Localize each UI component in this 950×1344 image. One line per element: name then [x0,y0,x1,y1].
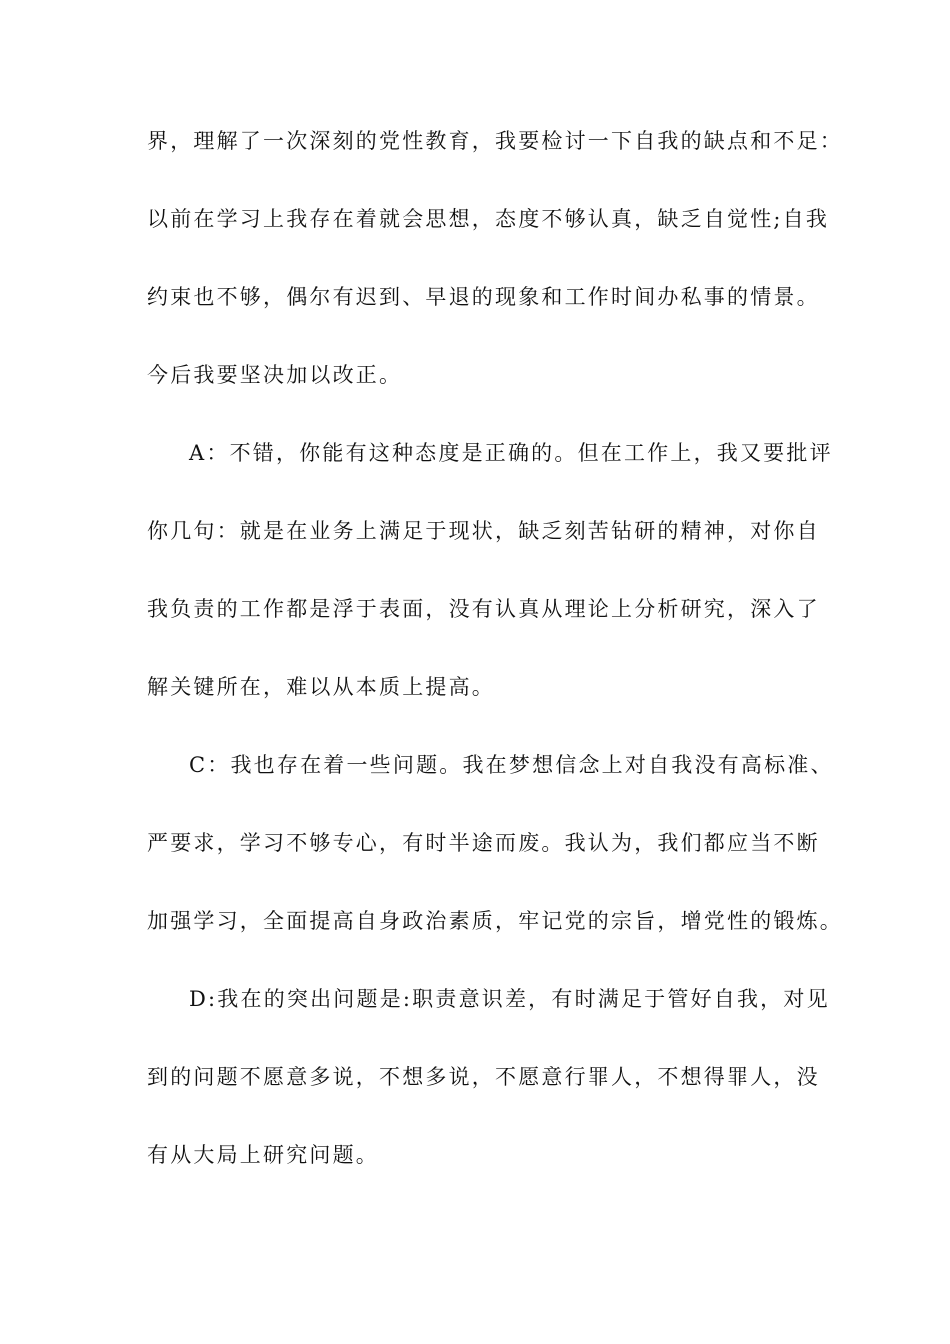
text-line: 有从大局上研究问题。 [147,1143,379,1167]
paragraph-a-first-line: A：不错，你能有这种态度是正确的。但在工作上，我又要批评 [189,441,833,465]
text-line: 以前在学习上我存在着就会思想，态度不够认真，缺乏自觉性;自我 [147,207,830,231]
text-line: 今后我要坚决加以改正。 [147,363,403,387]
document-body [147,128,843,1220]
text-line: 到的问题不愿意多说，不想多说，不愿意行罪人，不想得罪人，没 [147,1065,820,1089]
text-line: 我负责的工作都是浮于表面，没有认真从理论上分析研究，深入了 [147,597,820,621]
text-line: 界，理解了一次深刻的党性教育，我要检讨一下自我的缺点和不足： [147,129,843,153]
text-line: 加强学习，全面提高自身政治素质，牢记党的宗旨，增党性的锻炼。 [147,909,843,933]
paragraph-c-first-line: C：我也存在着一些问题。我在梦想信念上对自我没有高标准、 [189,753,834,777]
paragraph-d-first-line: D:我在的突出问题是:职责意识差，有时满足于管好自我，对见 [189,987,830,1011]
text-line: 严要求，学习不够专心，有时半途而废。我认为，我们都应当不断 [147,831,820,855]
text-line: 你几句：就是在业务上满足于现状，缺乏刻苦钻研的精神，对你自 [147,519,820,543]
text-line: 约束也不够，偶尔有迟到、早退的现象和工作时间办私事的情景。 [147,285,820,309]
text-line: 解关键所在，难以从本质上提高。 [147,675,495,699]
